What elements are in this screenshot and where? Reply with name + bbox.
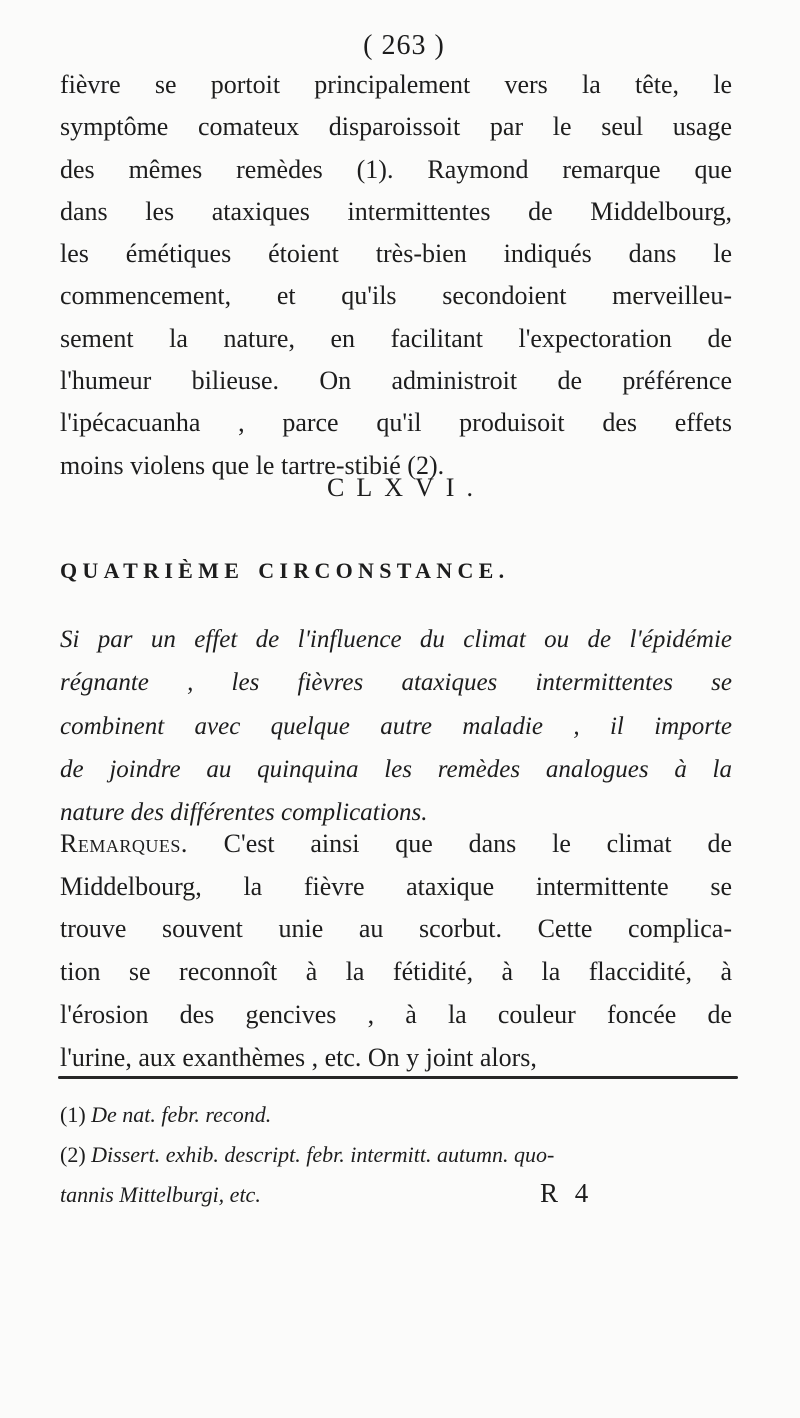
text-line: symptôme comateux disparoissoit par le seul usage (60, 112, 732, 142)
footnote-marker: (1) (60, 1102, 86, 1127)
text-line: Si par un effet de l'influence du climat ou de l'épidémie (60, 626, 732, 653)
text-line: combinent avec quelque autre maladie , il importe (60, 712, 732, 740)
footnote-continuation (60, 1175, 740, 1215)
remarks-label: Remarques. (60, 829, 188, 858)
text-line: moins violens que le tartre-stibié (2). (60, 450, 445, 480)
text-line: fièvre se portoit principalement vers la tête, le (60, 70, 732, 99)
paragraph-continuation (60, 64, 732, 487)
text-line: trouve souvent unie au scorbut. Cette complica- (60, 914, 732, 944)
text-line: l'ipécacuanha , parce qu'il produisoit des effets (60, 408, 732, 438)
footnotes (60, 1095, 740, 1215)
footnote-text: tannis Mittelburgi, etc. (60, 1182, 261, 1207)
text-line: tion se reconnoît à la fétidité, à la flaccidité, à (60, 957, 732, 987)
footnote (60, 1095, 740, 1135)
section-number: CLXVI. (327, 473, 485, 502)
text-line: de joindre au quinquina les remèdes analogues à la (60, 755, 732, 783)
remarks-paragraph (60, 823, 732, 1079)
text-line: Middelbourg, la fièvre ataxique intermittente se (60, 871, 732, 901)
footnote (60, 1135, 740, 1175)
text-line (60, 823, 732, 866)
text-line: l'urine, aux exanthèmes , etc. On y joint alors, (60, 1042, 537, 1072)
page-number: ( 263 ) (363, 30, 445, 61)
text-line: des mêmes remèdes (1). Raymond remarque que (60, 154, 732, 184)
section-title-word: QUATRIÈME (60, 558, 245, 583)
section-title (60, 558, 730, 584)
text-line: dans les ataxiques intermittentes de Middelbourg, (60, 196, 732, 226)
text-line: les émétiques étoient très-bien indiqués dans le (60, 239, 732, 269)
text-line: nature des différentes complications. (60, 799, 428, 827)
footnote-text: De nat. febr. recond. (91, 1102, 272, 1127)
text-line: l'érosion des gencives , à la couleur foncée de (60, 999, 732, 1029)
signature-mark: R 4 (540, 1178, 594, 1208)
italic-rule-statement (60, 618, 732, 834)
remarks-first-line: C'est ainsi que dans le climat de (187, 829, 732, 858)
text-line: commencement, et qu'ils secondoient merveilleu- (60, 281, 732, 311)
section-title-word: CIRCONSTANCE. (258, 558, 510, 583)
footnote-divider (58, 1076, 738, 1079)
footnote-text: Dissert. exhib. descript. febr. intermitt. autumn. quo- (91, 1142, 555, 1167)
text-line: régnante , les fièvres ataxiques intermittentes se (60, 669, 732, 697)
text-line: l'humeur bilieuse. On administroit de préférence (60, 366, 732, 396)
footnote-marker: (2) (60, 1142, 86, 1167)
text-line: sement la nature, en facilitant l'expectoration de (60, 323, 732, 353)
